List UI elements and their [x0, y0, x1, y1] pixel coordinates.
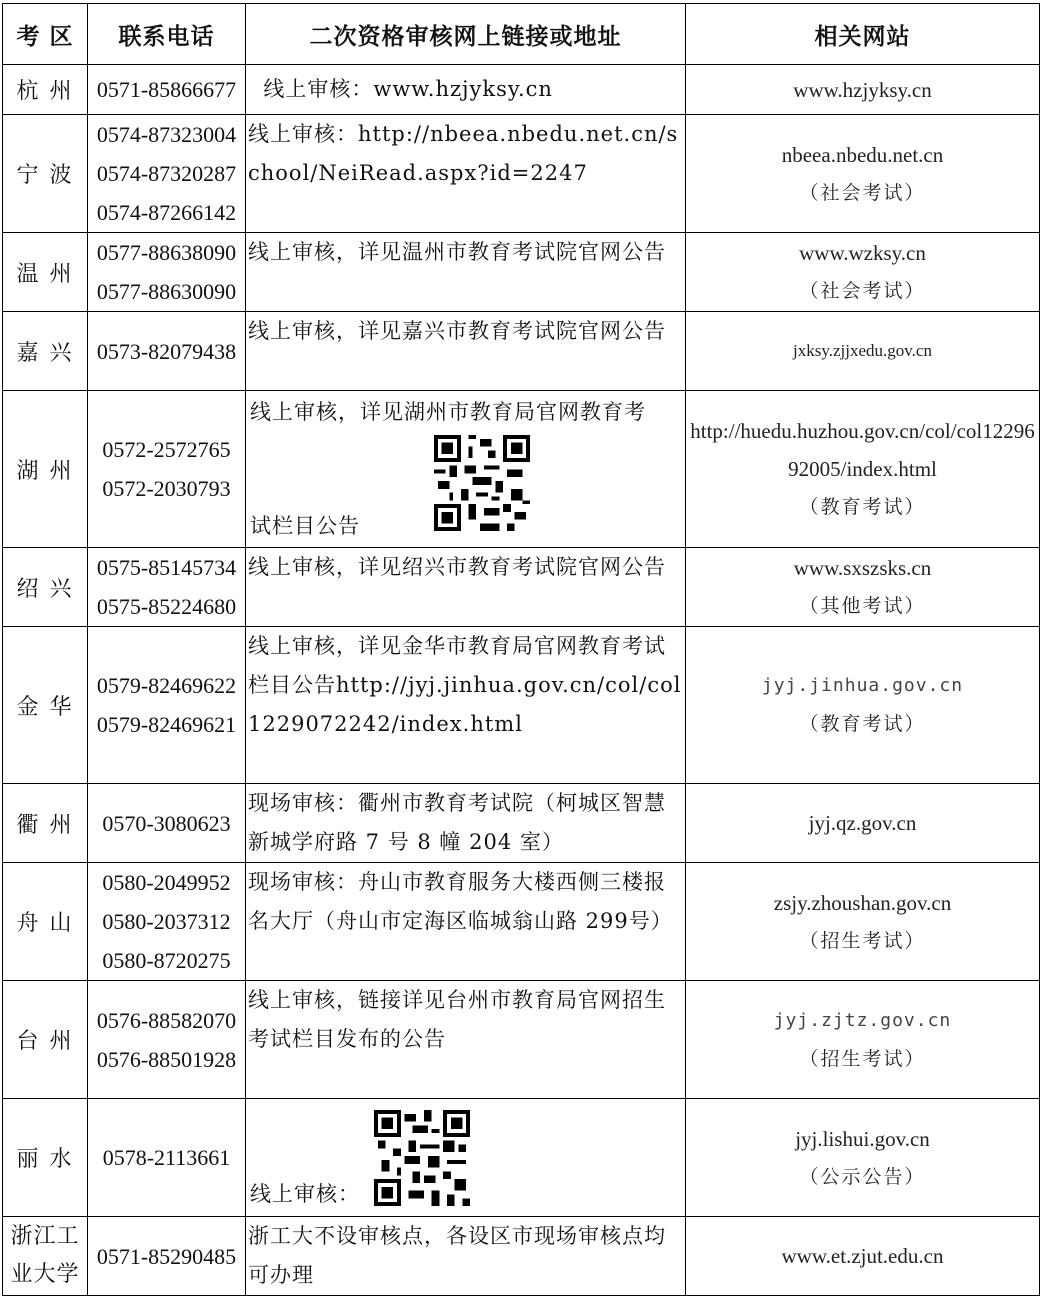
phone-cell [88, 1099, 246, 1217]
table-row [3, 863, 1040, 981]
site-note: （招生考试） [799, 929, 926, 952]
site-link[interactable]: jxksy.zjjxedu.gov.cn [793, 341, 932, 360]
addr-cell: 浙工大不设审核点，各设区市现场审核点均可办理 [246, 1217, 686, 1296]
phone-number: 0580-2049952 [102, 870, 231, 895]
phone-number: 0575-85145734 [96, 555, 237, 580]
exam-sites-table [2, 3, 1040, 1296]
phone-number: 0574-87320287 [96, 161, 237, 186]
area-cell: 衢 州 [3, 784, 88, 863]
site-cell [686, 981, 1040, 1099]
site-cell [686, 391, 1040, 548]
area-cell: 杭 州 [3, 65, 88, 115]
phone-number: 0576-88582070 [96, 1007, 237, 1033]
site-link[interactable]: nbeea.nbedu.net.cn [781, 142, 944, 167]
area-cell: 嘉 兴 [3, 312, 88, 391]
phone-cell [88, 65, 246, 115]
table-row [3, 312, 1040, 391]
phone-number: 0572-2030793 [102, 476, 231, 501]
table-header-row [3, 4, 1040, 65]
table-row [3, 627, 1040, 784]
table-row [3, 784, 1040, 863]
site-cell [686, 784, 1040, 863]
phone-cell [88, 312, 246, 391]
area-cell: 温 州 [3, 233, 88, 312]
addr-cell: 线上审核，详见绍兴市教育考试院官网公告 [246, 548, 686, 627]
table-row [3, 391, 1040, 548]
addr-cell: 线上审核，链接详见台州市教育局官网招生考试栏目发布的公告 [246, 981, 686, 1099]
phone-number: 0580-2037312 [102, 909, 231, 934]
addr-line: 试栏目公告 [250, 514, 360, 538]
site-note: （招生考试） [799, 1047, 926, 1070]
site-cell [686, 1099, 1040, 1217]
qr-code-icon[interactable] [374, 1110, 470, 1206]
area-cell: 金 华 [3, 627, 88, 784]
phone-number: 0574-87266142 [96, 200, 237, 225]
phone-cell [88, 391, 246, 548]
table-row [3, 65, 1040, 115]
site-note: （社会考试） [799, 181, 926, 204]
table-row [3, 233, 1040, 312]
phone-cell [88, 1217, 246, 1296]
phone-cell [88, 627, 246, 784]
site-link[interactable]: http://huedu.huzhou.gov.cn/col/col1229692005/index.html [690, 419, 1035, 481]
site-cell [686, 863, 1040, 981]
site-note: （公示公告） [799, 1165, 926, 1188]
addr-cell [246, 1099, 686, 1217]
site-link[interactable]: jyj.lishui.gov.cn [795, 1126, 930, 1151]
phone-number: 0575-85224680 [96, 594, 237, 619]
table-row [3, 115, 1040, 233]
site-cell [686, 65, 1040, 115]
area-cell: 绍 兴 [3, 548, 88, 627]
site-link[interactable]: www.hzjyksy.cn [793, 77, 932, 102]
phone-number: 0578-2113661 [102, 1145, 231, 1170]
addr-cell: 线上审核：www.hzjyksy.cn [246, 65, 686, 115]
addr-cell: 现场审核：舟山市教育服务大楼西侧三楼报名大厅（舟山市定海区临城翁山路 299号） [246, 863, 686, 981]
site-link[interactable]: jyj.jinhua.gov.cn [761, 675, 964, 696]
phone-number: 0577-88630090 [96, 279, 237, 304]
table-row [3, 981, 1040, 1099]
phone-cell [88, 784, 246, 863]
phone-cell [88, 548, 246, 627]
site-cell [686, 1217, 1040, 1296]
phone-number: 0570-3080623 [102, 810, 231, 836]
area-cell: 丽 水 [3, 1099, 88, 1217]
site-link[interactable]: jyj.zjtz.gov.cn [773, 1009, 952, 1031]
header-area: 考 区 [3, 4, 88, 65]
table-row [3, 1217, 1040, 1296]
phone-number: 0571-85866677 [96, 77, 237, 102]
header-site: 相关网站 [686, 4, 1040, 65]
phone-number: 0580-8720275 [102, 948, 231, 973]
phone-number: 0579-82469622 [96, 673, 237, 698]
area-cell: 宁 波 [3, 115, 88, 233]
phone-number: 0572-2572765 [102, 437, 231, 462]
area-cell: 湖 州 [3, 391, 88, 548]
area-cell: 浙江工业大学 [3, 1217, 88, 1296]
site-cell [686, 312, 1040, 391]
phone-number: 0576-88501928 [96, 1046, 237, 1072]
site-note: （社会考试） [799, 280, 926, 302]
site-note: （教育考试） [799, 496, 926, 518]
addr-cell: 线上审核：http://nbeea.nbedu.net.cn/school/NeiRead.aspx?id=2247 [246, 115, 686, 233]
site-link[interactable]: zsjy.zhoushan.gov.cn [773, 890, 952, 915]
phone-cell [88, 981, 246, 1099]
site-cell [686, 548, 1040, 627]
area-cell: 台 州 [3, 981, 88, 1099]
site-note: （其他考试） [799, 595, 926, 617]
site-cell [686, 627, 1040, 784]
phone-number: 0573-82079438 [96, 338, 237, 364]
addr-line: 线上审核： [250, 1182, 360, 1206]
area-cell: 舟 山 [3, 863, 88, 981]
header-phone: 联系电话 [88, 4, 246, 65]
site-cell [686, 115, 1040, 233]
site-note: （教育考试） [799, 713, 926, 735]
site-link[interactable]: www.wzksy.cn [799, 241, 926, 265]
phone-cell [88, 233, 246, 312]
phone-number: 0579-82469621 [96, 712, 237, 737]
addr-cell [246, 391, 686, 548]
site-link[interactable]: www.et.zjut.edu.cn [781, 1244, 944, 1268]
header-link: 二次资格审核网上链接或地址 [246, 4, 686, 65]
addr-line: 线上审核，详见湖州市教育局官网教育考 [250, 400, 646, 424]
addr-cell: 现场审核：衢州市教育考试院（柯城区智慧新城学府路 7 号 8 幢 204 室） [246, 784, 686, 863]
addr-cell: 线上审核，详见温州市教育考试院官网公告 [246, 233, 686, 312]
table-row [3, 548, 1040, 627]
phone-number: 0574-87323004 [96, 122, 237, 147]
phone-number: 0571-85290485 [96, 1243, 237, 1269]
qr-code-icon[interactable] [434, 435, 530, 531]
table-row [3, 1099, 1040, 1217]
addr-cell: 线上审核，详见金华市教育局官网教育考试栏目公告http://jyj.jinhua.gov.cn/col/col1229072242/index.html [246, 627, 686, 784]
phone-number: 0577-88638090 [96, 240, 237, 265]
site-cell [686, 233, 1040, 312]
site-link[interactable]: www.sxszsks.cn [793, 556, 932, 580]
site-link[interactable]: jyj.qz.gov.cn [808, 811, 917, 835]
addr-cell: 线上审核，详见嘉兴市教育考试院官网公告 [246, 312, 686, 391]
phone-cell [88, 115, 246, 233]
phone-cell [88, 863, 246, 981]
